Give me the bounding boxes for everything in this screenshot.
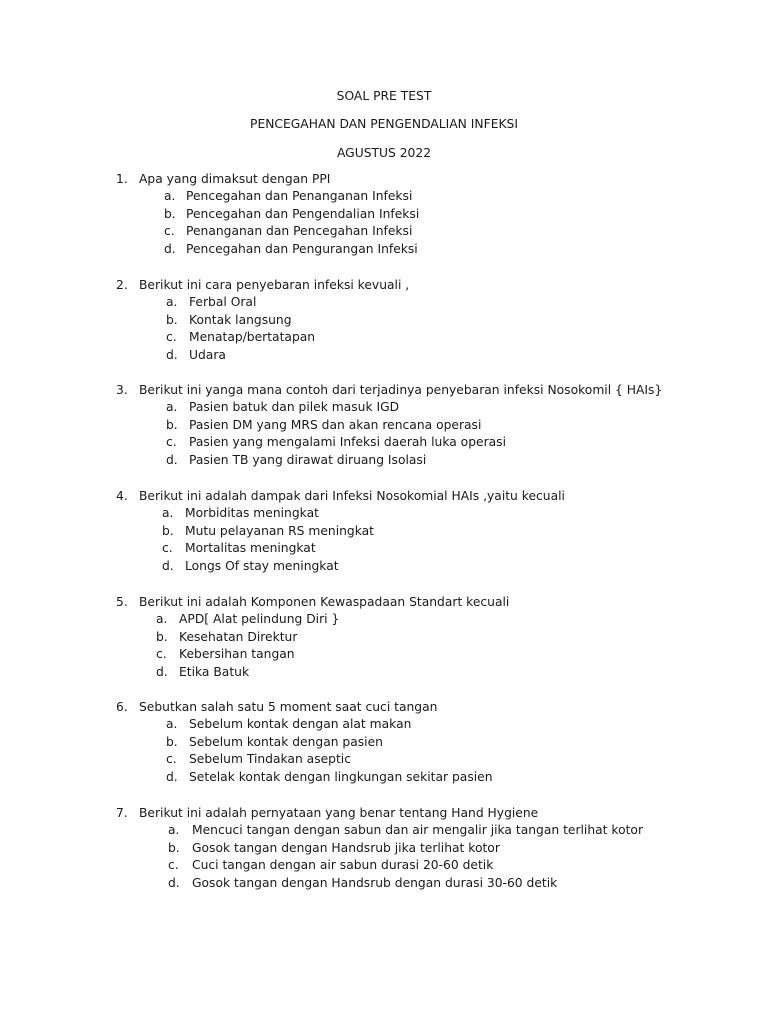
option-letter: d. xyxy=(166,769,178,784)
option-letter: a. xyxy=(166,400,178,414)
option-text: Mutu pelayanan RS meningkat xyxy=(185,523,374,538)
question-text: Berikut ini adalah dampak dari Infeksi Nosokomial HAIs ,yaitu kecuali xyxy=(139,489,565,503)
question-2 xyxy=(116,276,736,364)
document-title: SOAL PRE TEST xyxy=(336,89,432,103)
option-letter: b. xyxy=(166,312,178,327)
option-text: Penanganan dan Pencegahan Infeksi xyxy=(186,224,413,239)
option-letter: a. xyxy=(162,506,174,520)
question-3 xyxy=(116,381,736,469)
option-text: Morbiditas meningkat xyxy=(185,506,319,520)
option-c xyxy=(116,329,736,347)
option-letter: d. xyxy=(166,452,178,467)
option-text: Ferbal Oral xyxy=(189,295,257,309)
option-letter: a. xyxy=(166,717,178,731)
question-number: 2. xyxy=(116,278,128,292)
option-a xyxy=(116,399,736,417)
question-number: 4. xyxy=(116,489,128,503)
question-1 xyxy=(116,170,736,258)
option-letter: d. xyxy=(166,347,178,362)
option-a xyxy=(116,294,736,312)
option-a xyxy=(116,188,736,206)
option-d xyxy=(116,875,736,893)
option-letter: b. xyxy=(156,629,168,644)
option-text: Pasien yang mengalami Infeksi daerah luka operasi xyxy=(189,435,506,450)
option-letter: b. xyxy=(166,417,178,432)
option-letter: c. xyxy=(164,224,175,239)
question-4 xyxy=(116,487,736,575)
question-text: Sebutkan salah satu 5 moment saat cuci tangan xyxy=(139,700,438,714)
option-a xyxy=(116,822,736,840)
question-7 xyxy=(116,804,736,892)
option-text: Longs Of stay meningkat xyxy=(185,558,339,573)
question-number: 1. xyxy=(116,172,128,186)
option-letter: c. xyxy=(156,647,167,662)
option-text: Sebelum kontak dengan pasien xyxy=(189,734,383,749)
option-letter: a. xyxy=(164,189,176,203)
option-text: Pencegahan dan Pengendalian Infeksi xyxy=(186,206,420,221)
option-text: Menatap/bertatapan xyxy=(189,330,316,345)
option-text: Mencuci tangan dengan sabun dan air mengalir jika tangan terlihat kotor xyxy=(192,823,644,837)
option-text: Pasien batuk dan pilek masuk IGD xyxy=(189,400,400,414)
option-c xyxy=(116,540,736,558)
option-text: Setelak kontak dengan lingkungan sekitar pasien xyxy=(189,769,493,784)
option-text: Pencegahan dan Pengurangan Infeksi xyxy=(186,241,418,256)
document-subtitle: PENCEGAHAN DAN PENGENDALIAN INFEKSI xyxy=(250,117,518,131)
option-a xyxy=(116,611,736,629)
question-text: Apa yang dimaksut dengan PPI xyxy=(139,172,331,186)
option-b xyxy=(116,417,736,435)
option-text: Etika Batuk xyxy=(179,664,250,679)
option-letter: a. xyxy=(168,823,180,837)
option-d xyxy=(116,241,736,259)
option-letter: b. xyxy=(166,734,178,749)
option-letter: a. xyxy=(156,612,168,626)
option-c xyxy=(116,434,736,452)
option-letter: c. xyxy=(166,330,177,345)
option-letter: c. xyxy=(166,752,177,767)
question-text: Berikut ini yanga mana contoh dari terjadinya penyebaran infeksi Nosokomil { HAIs} xyxy=(139,383,663,397)
option-letter: b. xyxy=(164,206,176,221)
option-b xyxy=(116,840,736,858)
option-letter: b. xyxy=(168,840,180,855)
question-text: Berikut ini adalah pernyataan yang benar tentang Hand Hygiene xyxy=(139,806,539,820)
question-number: 3. xyxy=(116,383,128,397)
option-d xyxy=(116,347,736,365)
option-letter: c. xyxy=(162,541,173,556)
question-number: 6. xyxy=(116,700,128,714)
option-text: Sebelum kontak dengan alat makan xyxy=(189,717,412,731)
option-c xyxy=(116,857,736,875)
option-text: Pasien TB yang dirawat diruang Isolasi xyxy=(189,452,427,467)
option-b xyxy=(116,312,736,330)
option-c xyxy=(116,223,736,241)
option-letter: d. xyxy=(164,241,176,256)
question-number: 7. xyxy=(116,806,128,820)
option-text: Gosok tangan dengan Handsrub jika terlihat kotor xyxy=(192,840,500,855)
option-text: Pasien DM yang MRS dan akan rencana operasi xyxy=(189,417,482,432)
option-c xyxy=(116,751,736,769)
option-letter: c. xyxy=(168,858,179,873)
option-text: Pencegahan dan Penanganan Infeksi xyxy=(186,189,413,203)
option-d xyxy=(116,664,736,682)
option-b xyxy=(116,629,736,647)
option-letter: c. xyxy=(166,435,177,450)
option-letter: d. xyxy=(162,558,174,573)
option-text: Udara xyxy=(189,347,226,362)
option-d xyxy=(116,452,736,470)
option-letter: d. xyxy=(168,875,180,890)
question-6 xyxy=(116,698,736,786)
option-d xyxy=(116,558,736,576)
option-letter: a. xyxy=(166,295,178,309)
question-number: 5. xyxy=(116,595,128,609)
question-text: Berikut ini cara penyebaran infeksi kevuali , xyxy=(139,278,410,292)
option-text: Kebersihan tangan xyxy=(179,647,295,662)
option-text: Cuci tangan dengan air sabun durasi 20-60 detik xyxy=(192,858,494,873)
option-b xyxy=(116,734,736,752)
option-text: Mortalitas meningkat xyxy=(185,541,316,556)
document-date: AGUSTUS 2022 xyxy=(336,146,432,160)
option-c xyxy=(116,646,736,664)
option-text: APD[ Alat pelindung Diri } xyxy=(179,612,340,626)
question-text: Berikut ini adalah Komponen Kewaspadaan Standart kecuali xyxy=(139,595,510,609)
option-b xyxy=(116,206,736,224)
option-letter: b. xyxy=(162,523,174,538)
option-text: Sebelum Tindakan aseptic xyxy=(189,752,351,767)
option-text: Kontak langsung xyxy=(189,312,292,327)
option-d xyxy=(116,769,736,787)
option-b xyxy=(116,523,736,541)
option-text: Gosok tangan dengan Handsrub dengan durasi 30-60 detik xyxy=(192,875,558,890)
option-a xyxy=(116,505,736,523)
option-text: Kesehatan Direktur xyxy=(179,629,298,644)
question-5 xyxy=(116,593,736,681)
option-letter: d. xyxy=(156,664,168,679)
option-a xyxy=(116,716,736,734)
